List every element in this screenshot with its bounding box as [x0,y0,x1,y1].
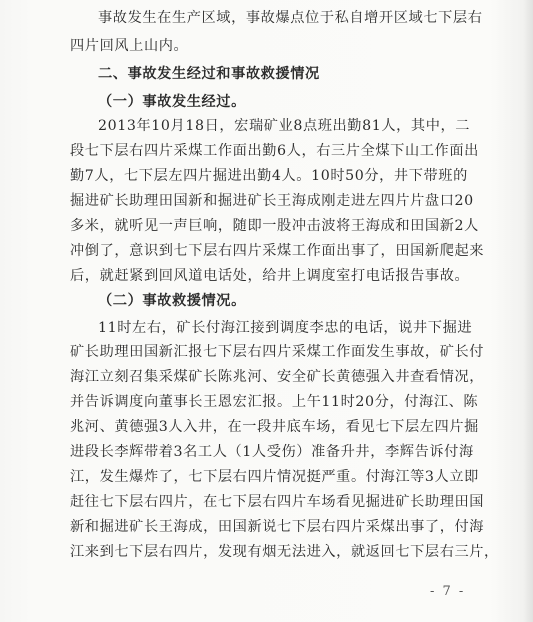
paragraph-line: 段七下层右四片采煤工作面出勤6人，右三片全煤下山工作面出 [70,143,479,159]
paragraph-line: 掘进矿长助理田国新和掘进矿长王海成刚走进左四片片盘口20 [70,193,474,209]
paragraph-line: 2013年10月18日，宏瑞矿业8点班出勤81人，其中，二 [98,118,471,134]
paragraph-line: 勤7人，七下层左四片掘进出勤4人。10时50分，井下带班的 [70,168,468,184]
paragraph-line: 进段长李辉带着3名工人（1人受伤）准备升井，李辉告诉付海 [70,444,474,460]
paragraph-line: 赶往七下层右四片，在七下层右四片车场看见掘进矿长助理田国 [70,494,485,510]
paragraph-line: 事故发生在生产区域，事故爆点位于私自增开区域七下层右 [98,10,483,26]
paragraph-line: 海江立刻召集采煤矿长陈兆河、安全矿长黄德强入井查看情况， [70,369,485,385]
paragraph-line: 江，发生爆炸了，七下层右四片情况挺严重。付海江等3人立即 [70,469,479,485]
page-number: - 7 - [430,584,466,599]
paragraph-line: 江来到七下层右四片，发现有烟无法进入，就返回七下层右三片， [70,544,499,560]
section-heading: 二、事故发生经过和事故救援情况 [98,66,320,82]
subsection-heading: （一）事故发生经过。 [98,94,246,110]
paragraph-line: 并告诉调度向董事长王恩宏汇报。上午11时20分，付海江、陈 [70,394,479,410]
paragraph-line: 后，就赶紧到回风道电话处，给井上调度室打电话报告事故。 [70,268,470,284]
paragraph-line: 矿长助理田国新汇报七下层右四片采煤工作面发生事故，矿长付 [70,344,485,360]
page-edge-shadow [523,0,533,622]
paragraph-line: 冲倒了，意识到七下层右四片采煤工作面出事了，田国新爬起来 [70,243,485,259]
paragraph-line: 多米，就听见一声巨响，随即一股冲击波将王海成和田国新2人 [70,218,479,234]
paragraph-line: 兆河、黄德强3人入井，在一段井底车场，看见七下层左四片掘 [70,419,479,435]
paragraph-line: 11时左右，矿长付海江接到调度李忠的电话，说井下掘进 [98,320,473,336]
subsection-heading: （二）事故救援情况。 [98,293,246,309]
paragraph-line: 四片回风上山内。 [70,38,189,54]
paragraph-line: 新和掘进矿长王海成，田国新说七下层右四片采煤出事了，付海 [70,519,485,535]
